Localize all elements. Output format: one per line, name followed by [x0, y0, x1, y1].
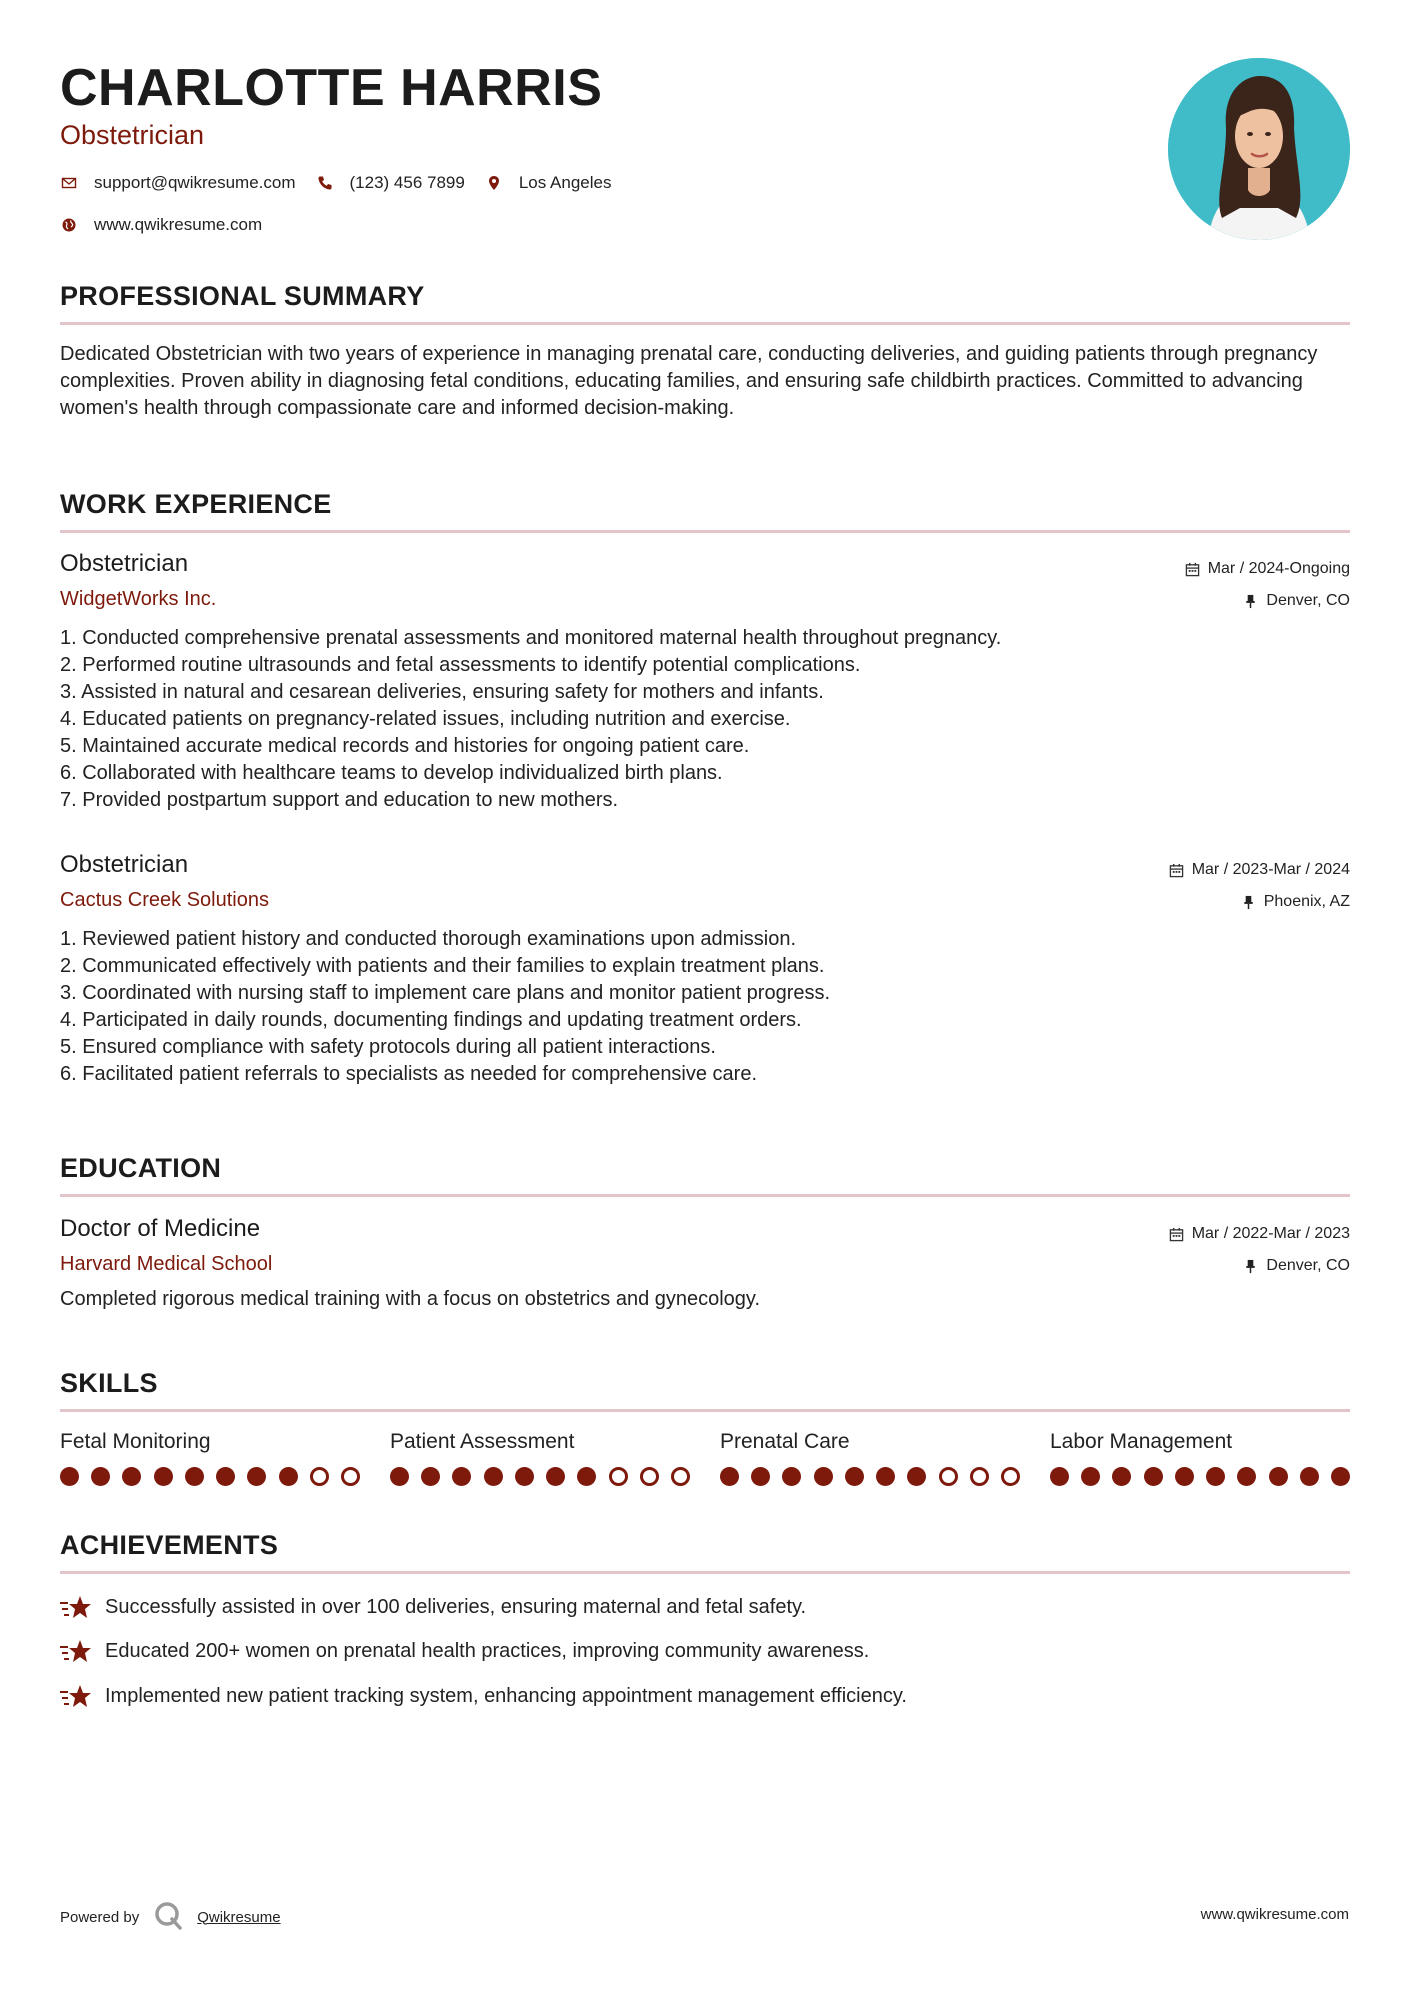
list-item: 5. Maintained accurate medical records and histories for ongoing patient care.: [60, 735, 750, 757]
rating-dot-filled: [1300, 1467, 1319, 1486]
website-text: www.qwikresume.com: [94, 215, 263, 234]
degree-title: Doctor of Medicine: [60, 1215, 261, 1242]
contact-location: [485, 173, 612, 193]
envelope-icon: [60, 174, 78, 192]
list-item: 6. Facilitated patient referrals to specialists as needed for comprehensive care.: [60, 1063, 758, 1085]
pin-icon: [1243, 594, 1258, 609]
list-item: 3. Assisted in natural and cesarean deliveries, ensuring safety for mothers and infants.: [60, 681, 824, 703]
rating-dot-filled: [390, 1467, 409, 1486]
calendar-icon: [1169, 1227, 1184, 1242]
list-item: 3. Coordinated with nursing staff to implement care plans and monitor patient progress.: [60, 982, 831, 1004]
job-bullets: [60, 625, 1350, 814]
star-icon: [60, 1638, 92, 1664]
contact-row: [60, 173, 631, 193]
list-item: 2. Performed routine ultrasounds and fetal assessments to identify potential complications.: [60, 654, 861, 676]
skills-section: [60, 1368, 1350, 1412]
rating-dot-empty: [609, 1467, 628, 1486]
job-title: Obstetrician: [60, 851, 189, 878]
calendar-icon: [1169, 863, 1184, 878]
calendar-icon: [1185, 562, 1200, 577]
experience-section: [60, 489, 1350, 533]
candidate-role: Obstetrician: [60, 120, 205, 150]
summary-heading: PROFESSIONAL SUMMARY: [60, 281, 425, 311]
skill-name: Labor Management: [1050, 1430, 1233, 1453]
section-divider: [60, 1194, 1350, 1197]
summary-section: [60, 281, 1350, 422]
rating-dot-empty: [341, 1467, 360, 1486]
skill-item: [390, 1430, 690, 1486]
rating-dot-filled: [907, 1467, 926, 1486]
list-item: 5. Ensured compliance with safety protocols during all patient interactions.: [60, 1036, 716, 1058]
email-text: support@qwikresume.com: [94, 173, 296, 192]
skill-rating: [1050, 1467, 1350, 1486]
qwikresume-link[interactable]: Qwikresume: [197, 1908, 281, 1926]
school-name: Harvard Medical School: [60, 1253, 273, 1275]
contact-email[interactable]: [60, 173, 296, 193]
phone-text: (123) 456 7899: [349, 173, 465, 192]
pin-icon: [1243, 1259, 1258, 1274]
section-divider: [60, 1409, 1350, 1412]
job-entry: [60, 851, 1350, 1088]
rating-dot-filled: [1112, 1467, 1131, 1486]
skills-heading: SKILLS: [60, 1368, 158, 1398]
rating-dot-filled: [421, 1467, 440, 1486]
rating-dot-filled: [91, 1467, 110, 1486]
rating-dot-filled: [546, 1467, 565, 1486]
rating-dot-filled: [515, 1467, 534, 1486]
list-item: 1. Reviewed patient history and conducted thorough examinations upon admission.: [60, 928, 797, 950]
rating-dot-filled: [1206, 1467, 1225, 1486]
qwikresume-logo-icon: [153, 1900, 183, 1934]
star-icon: [60, 1683, 92, 1709]
rating-dot-filled: [1050, 1467, 1069, 1486]
achievements-heading: ACHIEVEMENTS: [60, 1530, 279, 1560]
rating-dot-filled: [845, 1467, 864, 1486]
skills-list: [60, 1430, 1350, 1486]
map-pin-icon: [485, 174, 503, 192]
job-entry: [60, 550, 1350, 814]
rating-dot-filled: [577, 1467, 596, 1486]
rating-dot-filled: [216, 1467, 235, 1486]
rating-dot-empty: [970, 1467, 989, 1486]
rating-dot-filled: [1081, 1467, 1100, 1486]
star-icon: [60, 1594, 92, 1620]
list-item: 1. Conducted comprehensive prenatal assessments and monitored maternal health throughout pregnancy.: [60, 627, 1002, 649]
skill-item: [720, 1430, 1020, 1486]
list-item: 7. Provided postpartum support and education to new mothers.: [60, 789, 619, 811]
powered-by-label: Powered by: [60, 1908, 140, 1926]
footer-website-link[interactable]: www.qwikresume.com: [1200, 1906, 1349, 1923]
achievement-item: Educated 200+ women on prenatal health practices, improving community awareness.: [60, 1638, 869, 1664]
rating-dot-empty: [640, 1467, 659, 1486]
skill-name: Patient Assessment: [390, 1430, 575, 1453]
rating-dot-filled: [782, 1467, 801, 1486]
phone-icon: [316, 174, 334, 192]
rating-dot-filled: [185, 1467, 204, 1486]
contact-phone[interactable]: [316, 173, 465, 193]
achievement-item: Implemented new patient tracking system, enhancing appointment management efficiency.: [60, 1683, 907, 1709]
experience-heading: WORK EXPERIENCE: [60, 489, 332, 519]
education-dates: Mar / 2022-Mar / 2023: [1169, 1225, 1350, 1243]
rating-dot-filled: [279, 1467, 298, 1486]
contact-row-website: [60, 215, 282, 235]
job-title: Obstetrician: [60, 550, 189, 577]
rating-dot-filled: [876, 1467, 895, 1486]
skill-item: [1050, 1430, 1350, 1486]
rating-dot-filled: [452, 1467, 471, 1486]
rating-dot-empty: [671, 1467, 690, 1486]
rating-dot-filled: [751, 1467, 770, 1486]
job-company: WidgetWorks Inc.: [60, 588, 217, 610]
job-dates: Mar / 2023-Mar / 2024: [1169, 861, 1350, 879]
skill-rating: [60, 1467, 360, 1486]
skill-name: Prenatal Care: [720, 1430, 850, 1453]
rating-dot-filled: [1144, 1467, 1163, 1486]
job-location: Denver, CO: [1243, 592, 1350, 610]
education-heading: EDUCATION: [60, 1153, 222, 1183]
education-entry: [60, 1215, 1350, 1311]
rating-dot-filled: [1237, 1467, 1256, 1486]
rating-dot-filled: [720, 1467, 739, 1486]
rating-dot-empty: [310, 1467, 329, 1486]
education-section: [60, 1153, 1350, 1197]
skill-item: [60, 1430, 360, 1486]
footer-powered-by: [60, 1900, 281, 1934]
rating-dot-filled: [154, 1467, 173, 1486]
job-company: Cactus Creek Solutions: [60, 889, 269, 911]
candidate-name: CHARLOTTE HARRIS: [60, 59, 603, 117]
job-bullets: [60, 926, 1350, 1088]
rating-dot-filled: [484, 1467, 503, 1486]
rating-dot-filled: [814, 1467, 833, 1486]
rating-dot-empty: [1001, 1467, 1020, 1486]
section-divider: [60, 530, 1350, 533]
job-location: Phoenix, AZ: [1241, 893, 1350, 911]
skill-rating: [720, 1467, 1020, 1486]
avatar: [1168, 58, 1350, 240]
location-text: Los Angeles: [518, 173, 612, 192]
summary-text: Dedicated Obstetrician with two years of experience in managing prenatal care, conducting deliveries, and guiding patients through pregnancy complexities. Proven ability in diagnosing fetal conditions, educating families, and ensuring safe childbirth practices. Committed to advancing women's health through compassionate care and informed decision-making.: [60, 343, 1318, 419]
rating-dot-filled: [1269, 1467, 1288, 1486]
education-description: Completed rigorous medical training with a focus on obstetrics and gynecology.: [60, 1288, 760, 1310]
list-item: 6. Collaborated with healthcare teams to develop individualized birth plans.: [60, 762, 723, 784]
rating-dot-filled: [122, 1467, 141, 1486]
rating-dot-filled: [247, 1467, 266, 1486]
globe-icon: [60, 216, 78, 234]
rating-dot-filled: [1331, 1467, 1350, 1486]
achievement-item: Successfully assisted in over 100 deliveries, ensuring maternal and fetal safety.: [60, 1594, 806, 1620]
skill-name: Fetal Monitoring: [60, 1430, 211, 1453]
contact-website[interactable]: [60, 215, 262, 235]
list-item: 4. Participated in daily rounds, documenting findings and updating treatment orders.: [60, 1009, 802, 1031]
achievements-section: [60, 1530, 1350, 1574]
rating-dot-filled: [1175, 1467, 1194, 1486]
education-location: Denver, CO: [1243, 1257, 1350, 1275]
skill-rating: [390, 1467, 690, 1486]
list-item: 2. Communicated effectively with patients and their families to explain treatment plans.: [60, 955, 825, 977]
section-divider: [60, 1571, 1350, 1574]
section-divider: [60, 322, 1350, 325]
list-item: 4. Educated patients on pregnancy-related issues, including nutrition and exercise.: [60, 708, 791, 730]
rating-dot-filled: [60, 1467, 79, 1486]
rating-dot-empty: [939, 1467, 958, 1486]
job-dates: Mar / 2024-Ongoing: [1185, 560, 1350, 578]
pin-icon: [1241, 895, 1256, 910]
